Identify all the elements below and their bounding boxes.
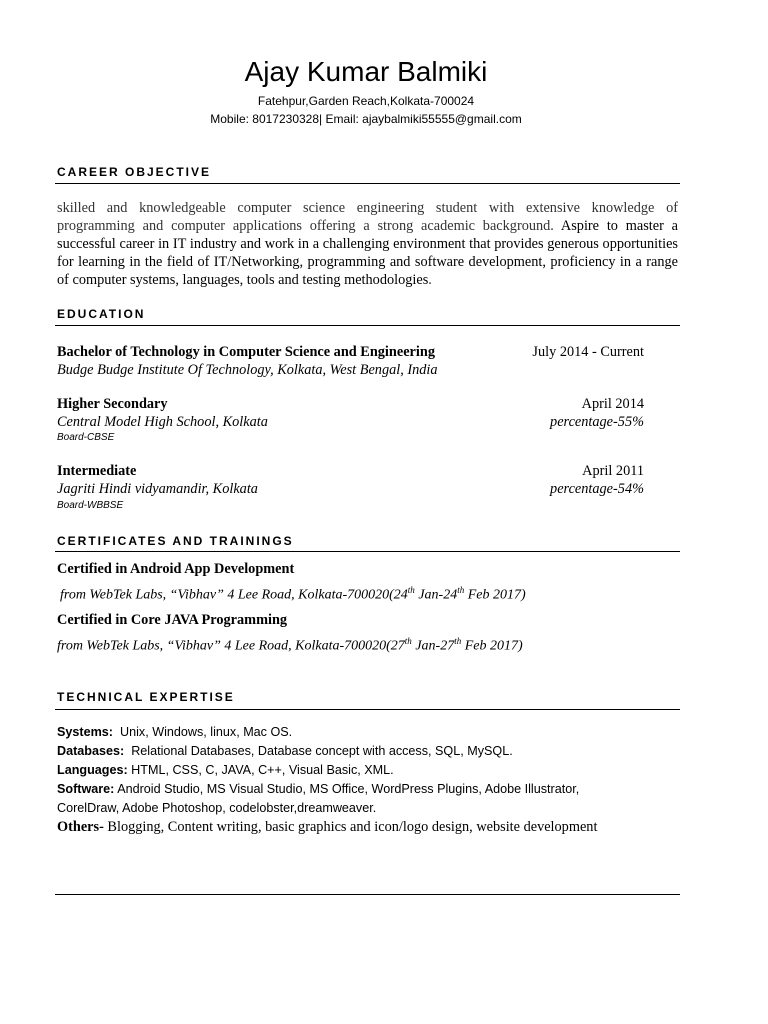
source-text: Feb 2017) <box>461 638 523 654</box>
tech-label: Others- <box>57 819 104 835</box>
tech-row-software <box>57 782 579 796</box>
source-text: from WebTek Labs, “Vibhav” 4 Lee Road, Kolkata-700020(27 <box>57 638 405 654</box>
percentage-score: percentage-54% <box>550 481 644 497</box>
footer-divider <box>55 894 680 895</box>
tech-value: Relational Databases, Database concept with access, SQL, MySQL. <box>124 744 513 758</box>
ordinal-suffix: th <box>454 636 462 646</box>
section-divider <box>55 325 680 326</box>
tech-row-systems <box>57 725 292 739</box>
degree-date: April 2011 <box>582 463 644 479</box>
degree-title: Intermediate <box>57 463 137 479</box>
contact-line: Mobile: 8017230328| Email: ajaybalmiki55555@gmail.com <box>210 112 522 126</box>
certificate-source <box>57 636 523 655</box>
tech-label: Systems: <box>57 725 114 739</box>
certificate-source <box>60 585 526 604</box>
section-heading-technical-expertise: TECHNICAL EXPERTISE <box>57 690 235 704</box>
institute-name: Budge Budge Institute Of Technology, Kolkata, West Bengal, India <box>57 362 438 378</box>
address-line: Fatehpur,Garden Reach,Kolkata-700024 <box>257 94 475 108</box>
certificate-title: Certified in Core JAVA Programming <box>57 612 288 628</box>
tech-label: Databases: <box>57 744 125 758</box>
section-heading-education: EDUCATION <box>57 307 146 321</box>
source-text: from WebTek Labs, “Vibhav” 4 Lee Road, Kolkata-700020(24 <box>60 587 408 603</box>
objective-text-part-1: skilled and knowledgeable computer science engineering student with extensive knowledge of programming and computer applications offering a strong academic background. <box>57 200 678 234</box>
source-text: Feb 2017) <box>464 587 526 603</box>
ordinal-suffix: th <box>404 636 412 646</box>
source-text: Jan-27 <box>411 638 455 654</box>
section-divider <box>55 551 680 552</box>
degree-title: Bachelor of Technology in Computer Science and Engineering <box>57 344 435 360</box>
ordinal-suffix: th <box>457 585 465 595</box>
tech-value: CorelDraw, Adobe Photoshop, codelobster,dreamweaver. <box>57 801 377 815</box>
section-heading-career-objective: CAREER OBJECTIVE <box>57 165 212 179</box>
tech-row-software-continued <box>57 801 376 815</box>
board-name: Board-WBBSE <box>57 500 124 511</box>
degree-date: July 2014 - Current <box>532 344 644 360</box>
ordinal-suffix: th <box>407 585 415 595</box>
section-divider <box>55 183 680 184</box>
board-name: Board-CBSE <box>57 432 115 443</box>
certificate-title: Certified in Android App Development <box>57 561 295 577</box>
institute-name: Jagriti Hindi vidyamandir, Kolkata <box>57 481 258 497</box>
objective-text-part-2: Aspire to master a successful career in IT industry and work in a challenging environment that provides generous opportunities for learning in the field of IT/Networking, programming and software development, proficiency in a range of computer systems, languages, tools and testing methodologies <box>57 218 679 288</box>
tech-value: HTML, CSS, C, JAVA, C++, Visual Basic, XML. <box>127 763 394 777</box>
tech-row-languages <box>57 763 394 777</box>
percentage-score: percentage-55% <box>550 414 644 430</box>
degree-title: Higher Secondary <box>57 396 168 412</box>
career-objective-text <box>57 199 678 289</box>
objective-text-end: . <box>428 272 432 288</box>
source-text: Jan-24 <box>414 587 458 603</box>
tech-row-others <box>57 819 597 836</box>
degree-date: April 2014 <box>581 396 644 412</box>
tech-row-databases <box>57 744 513 758</box>
institute-name: Central Model High School, Kolkata <box>57 414 268 430</box>
tech-value: Android Studio, MS Visual Studio, MS Office, WordPress Plugins, Adobe Illustrator, <box>114 782 580 796</box>
tech-label: Languages: <box>57 763 128 777</box>
tech-value: Blogging, Content writing, basic graphics and icon/logo design, website development <box>103 819 598 835</box>
section-heading-certificates: CERTIFICATES AND TRAININGS <box>57 534 294 548</box>
candidate-name: Ajay Kumar Balmiki <box>244 56 488 87</box>
section-divider <box>55 709 680 710</box>
tech-label: Software: <box>57 782 115 796</box>
tech-value: Unix, Windows, linux, Mac OS. <box>113 725 293 739</box>
